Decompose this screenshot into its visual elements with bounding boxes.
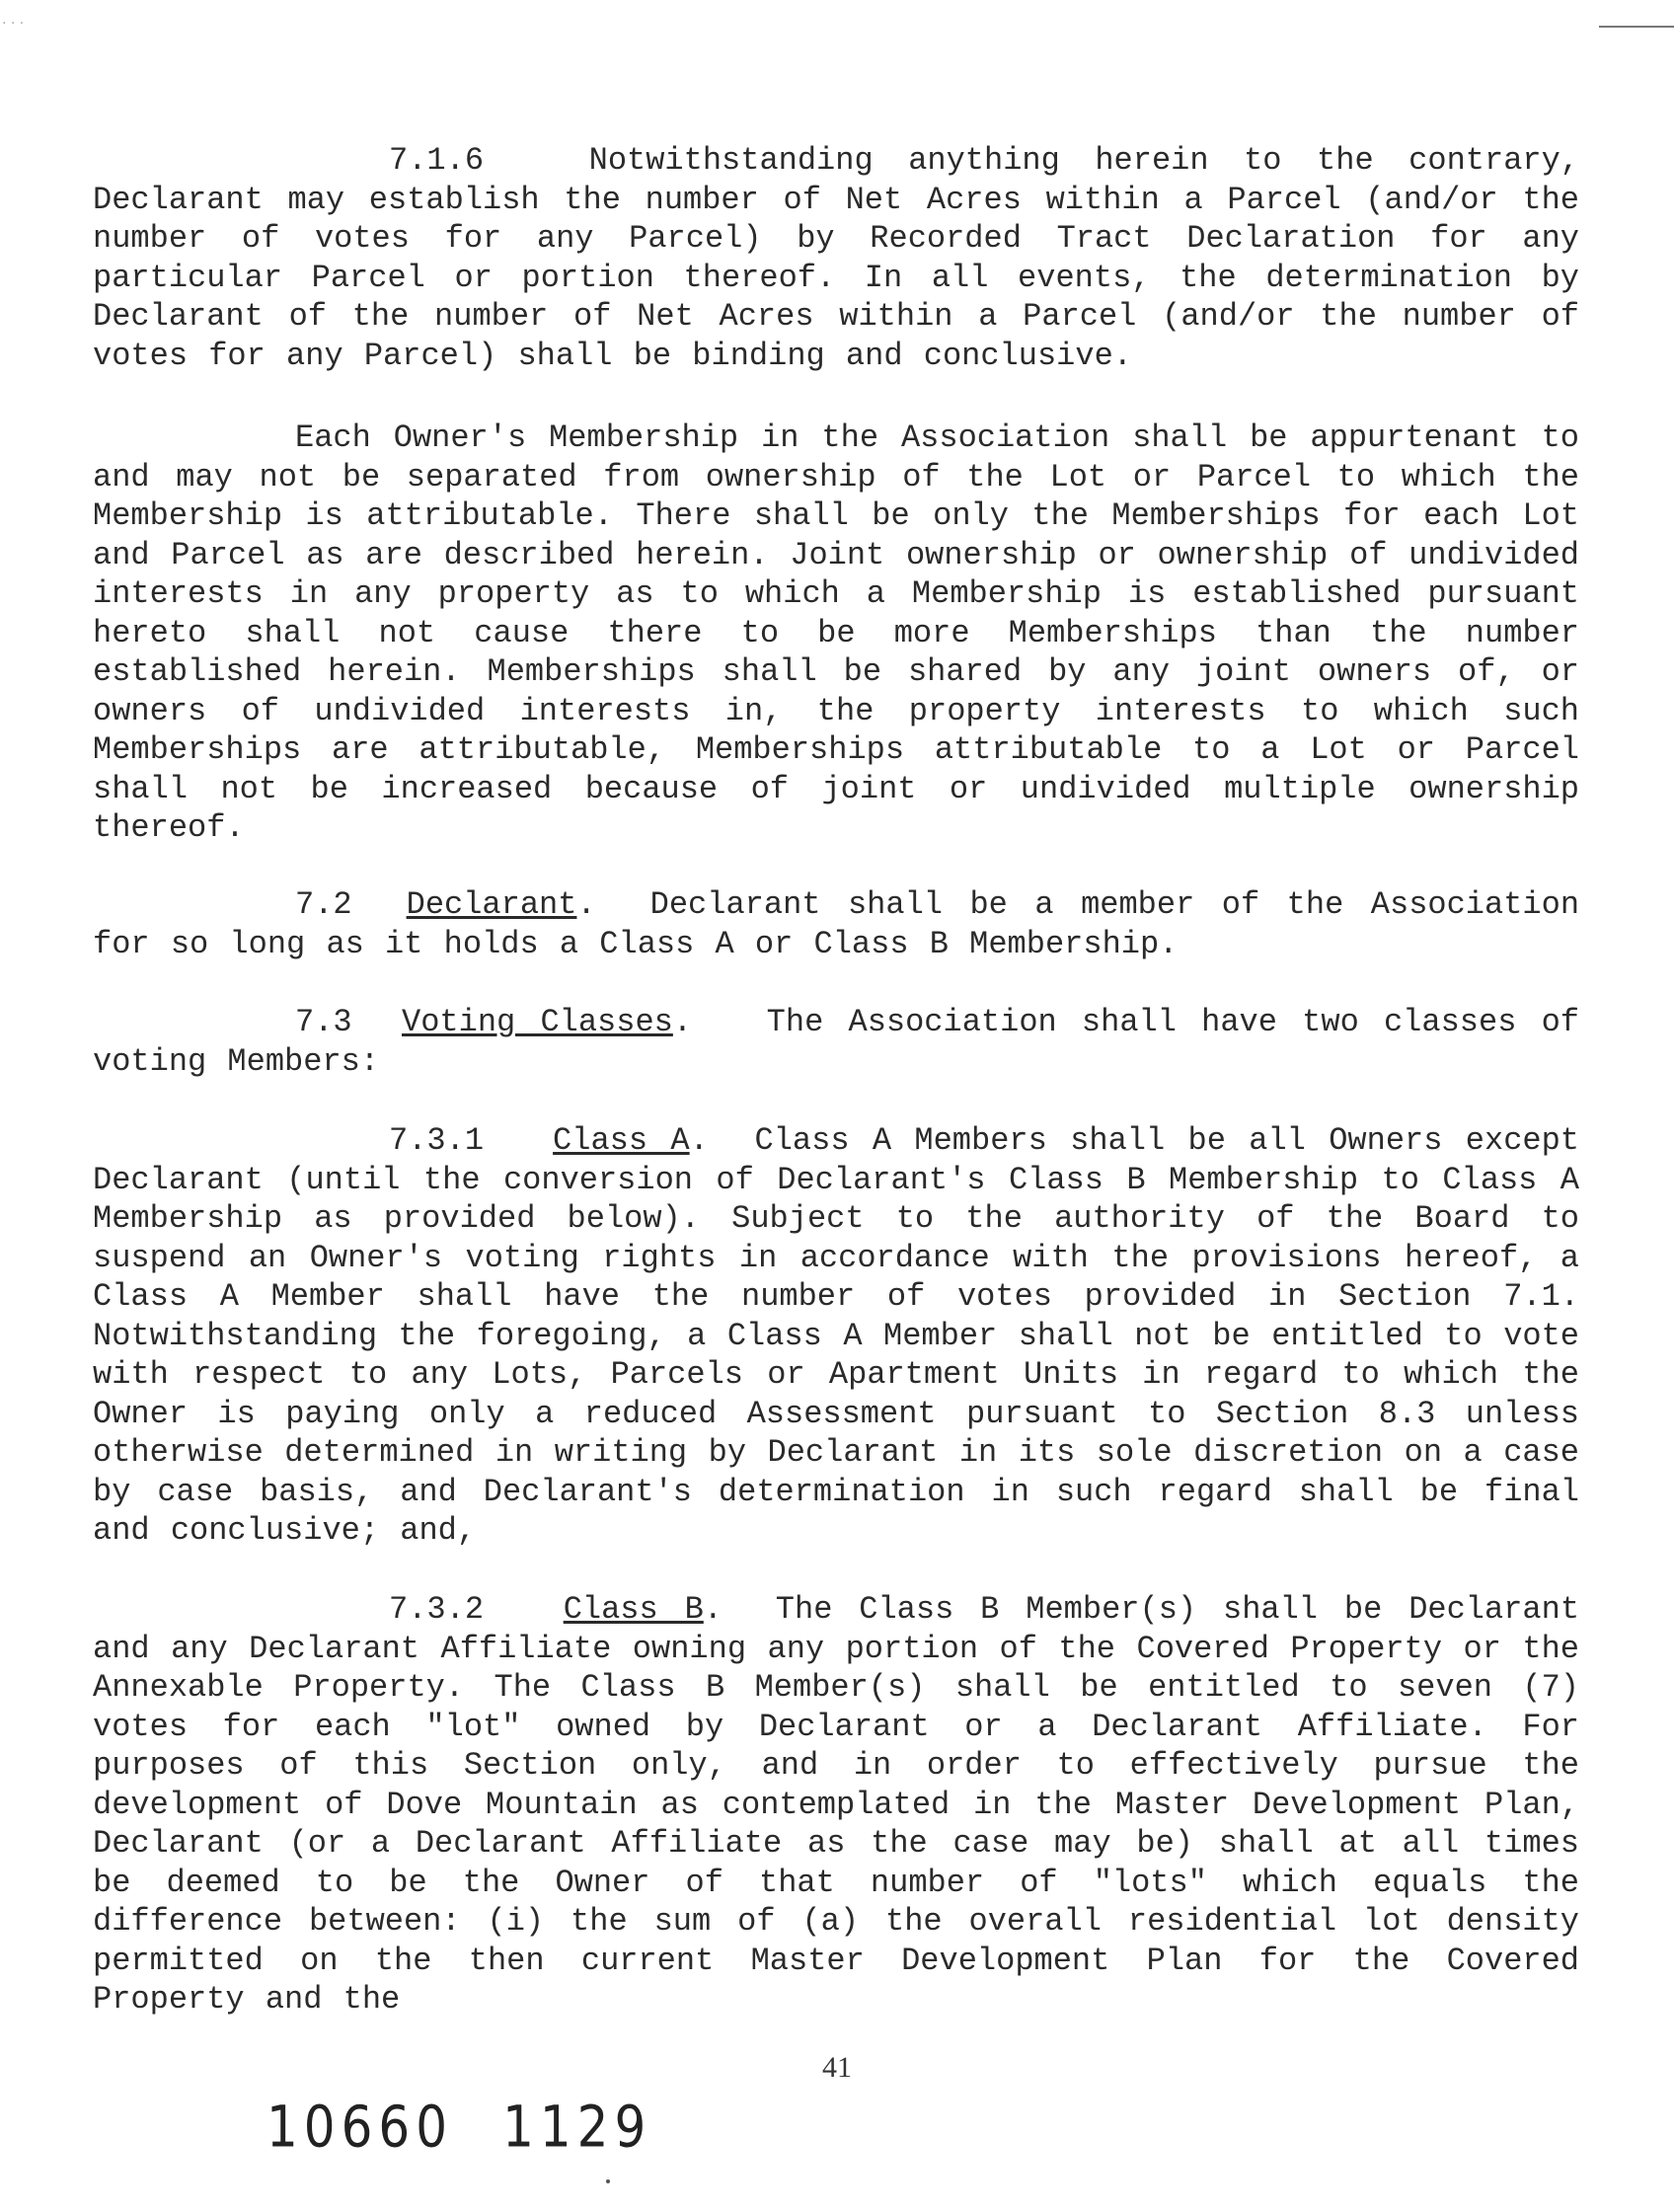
section-heading: Declarant	[406, 886, 577, 923]
section-text: Class A Members shall be all Owners except Declarant (until the conversion of Declarant's Class B Membership to Class A Membership as provided below). Subject to the authority of the Board to suspend an Owner's voting rights in accordance with the provisions hereof, a Class A Member shall have the number of votes provided in Section 7.1. Notwithstanding the foregoing, a Class A Member shall not be entitled to vote with respect to any Lots, Parcels or Apartment Units in regard to which the Owner is paying only a reduced Assessment pursuant to Section 8.3 unless otherwise determined in writing by Declarant in its sole discretion on a case by case basis, and Declarant's determination in such regard shall be final and conclusive; and,	[93, 1122, 1580, 1549]
stamp-book: 10660	[266, 2094, 454, 2161]
section-heading: Class A	[553, 1122, 690, 1159]
section-text: The Class B Member(s) shall be Declarant and any Declarant Affiliate owning any portion of the Covered Property or the Annexable Property. The Class B Member(s) shall be entitled to seven (7) votes for each "lot" owned by Declarant or a Declarant Affiliate. For purposes of this Section only, and in order to effectively pursue the development of Dove Mountain as contemplated in the Master Development Plan, Declarant (or a Declarant Affiliate as the case may be) shall at all times be deemed to be the Owner of that number of "lots" which equals the difference between: (i) the sum of (a) the overall residential lot density permitted on the then current Master Development Plan for the Covered Property and the	[93, 1591, 1580, 2018]
section-number: 7.3.2	[389, 1591, 485, 1628]
recording-stamp	[266, 2095, 651, 2161]
section-number: 7.2	[295, 886, 352, 923]
section-text: Declarant shall be a member of the Association for so long as it holds a Class A or Class B Membership.	[93, 886, 1580, 962]
section-7-3-2: 7.3.2 Class B. The Class B Member(s) shall be Declarant and any Declarant Affiliate owning any portion of the Covered Property or the Annexable Property. The Class B Member(s) shall be entitled to seven (7) votes for each "lot" owned by Declarant or a Declarant Affiliate. For purposes of this Section only, and in order to effectively pursue the development of Dove Mountain as contemplated in the Master Development Plan, Declarant (or a Declarant Affiliate as the case may be) shall at all times be deemed to be the Owner of that number of "lots" which equals the difference between: (i) the sum of (a) the overall residential lot density permitted on the then current Master Development Plan for the Covered Property and the	[93, 1591, 1580, 2018]
section-7-2: 7.2 Declarant. Declarant shall be a member of the Association for so long as it holds a Class A or Class B Membership.	[93, 886, 1580, 962]
section-7-1-6	[93, 141, 1579, 375]
section-text: The Association shall have two classes of voting Members:	[93, 1004, 1579, 1080]
section-7-3-1: 7.3.1 Class A. Class A Members shall be all Owners except Declarant (until the conversion of Declarant's Class B Membership to Class A Membership as provided below). Subject to the authority of the Board to suspend an Owner's voting rights in accordance with the provisions hereof, a Class A Member shall have the number of votes provided in Section 7.1. Notwithstanding the foregoing, a Class A Member shall not be entitled to vote with respect to any Lots, Parcels or Apartment Units in regard to which the Owner is paying only a reduced Assessment pursuant to Section 8.3 unless otherwise determined in writing by Declarant in its sole discretion on a case by case basis, and Declarant's determination in such regard shall be final and conclusive; and,	[93, 1122, 1580, 1549]
membership-paragraph	[93, 419, 1579, 848]
scan-speck	[606, 2179, 610, 2183]
section-heading: Class B	[563, 1591, 704, 1628]
section-7-3: 7.3 Voting Classes. The Association shall have two classes of voting Members:	[93, 1004, 1579, 1080]
page-number: 41	[822, 2051, 852, 2084]
scan-edge-line	[1599, 26, 1674, 28]
section-text: Notwithstanding anything herein to the contrary, Declarant may establish the number of Net Acres within a Parcel (and/or the number of votes for any Parcel) by Recorded Tract Declaration for any particular Parcel or portion thereof. In all events, the determination by Declarant of the number of Net Acres within a Parcel (and/or the number of votes for any Parcel) shall be binding and conclusive.	[93, 142, 1579, 374]
scan-artifact: · · ·	[2, 16, 25, 32]
stamp-page: 1129	[502, 2094, 652, 2161]
section-number: 7.1.6	[389, 142, 485, 179]
section-heading: Voting Classes	[402, 1004, 673, 1040]
section-number: 7.3.1	[389, 1122, 485, 1159]
section-number: 7.3	[295, 1004, 352, 1040]
paragraph-text: Each Owner's Membership in the Association shall be appurtenant to and may not be separated from ownership of the Lot or Parcel to which the Membership is attributable. There shall be only the Memberships for each Lot and Parcel as are described herein. Joint ownership or ownership of undivided interests in any property as to which a Membership is established pursuant hereto shall not cause there to be more Memberships than the number established herein. Memberships shall be shared by any joint owners of, or owners of undivided interests in, the property interests to which such Memberships are attributable, Memberships attributable to a Lot or Parcel shall not be increased because of joint or undivided multiple ownership thereof.	[93, 420, 1579, 846]
